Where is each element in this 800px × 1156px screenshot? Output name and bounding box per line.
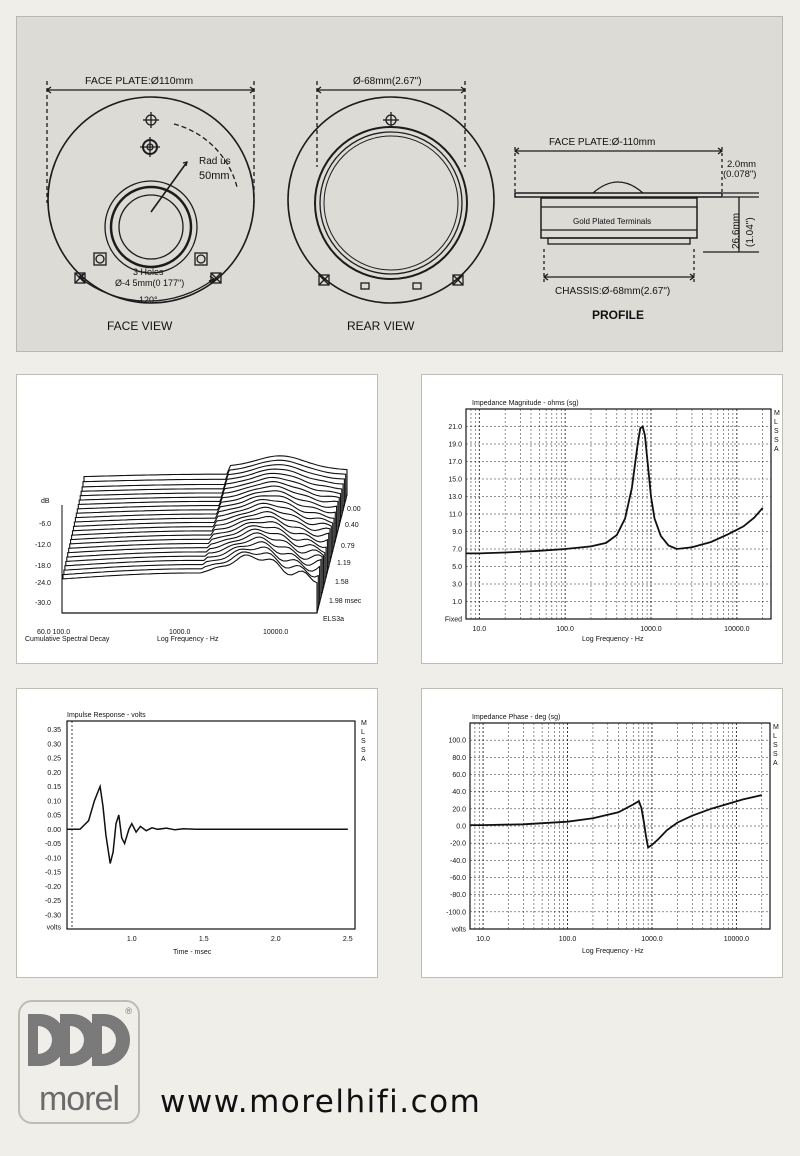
terminals-label: Gold Plated Terminals xyxy=(573,217,652,226)
impedance-series-line xyxy=(466,427,763,554)
technical-drawing xyxy=(17,17,784,353)
y-tick-label: -0.10 xyxy=(45,855,61,863)
y-tick-label: 7.0 xyxy=(452,546,462,554)
side-letter: M xyxy=(361,720,367,727)
angle-label: 120° xyxy=(139,295,158,305)
registered-mark: ® xyxy=(125,1006,132,1016)
x-tick-label: 10.0 xyxy=(472,626,487,633)
face-view-caption: FACE VIEW xyxy=(107,319,173,333)
y-tick-label: -20.0 xyxy=(450,840,466,848)
csd-time-tick: 1.98 msec xyxy=(329,598,362,605)
x-tick-label: 1000.0 xyxy=(641,936,663,943)
csd-time-tick: 1.58 xyxy=(335,579,349,586)
profile-face-plate-dimension: FACE PLATE:Ø-110mm xyxy=(549,137,656,148)
side-letter: L xyxy=(361,729,365,736)
x-tick-label: 10000.0 xyxy=(723,936,750,943)
side-letter: S xyxy=(774,437,779,444)
technical-drawing-panel xyxy=(16,16,783,352)
y-tick-label: 21.0 xyxy=(448,424,462,431)
side-letter: S xyxy=(773,742,778,749)
y-tick-label: 0.05 xyxy=(47,812,61,820)
radius-value: 50mm xyxy=(199,170,230,182)
y-tick-label: -0.20 xyxy=(45,883,61,891)
y-tick-label: 40.0 xyxy=(452,789,466,797)
y-tick-label: 17.0 xyxy=(448,459,462,466)
phase-chart xyxy=(422,689,782,977)
side-letter: A xyxy=(774,446,779,453)
csd-y-tick: -12.0 xyxy=(35,542,51,549)
csd-footer: Cumulative Spectral Decay xyxy=(25,636,110,643)
csd-waterfall-chart xyxy=(17,375,377,663)
impulse-chart xyxy=(17,689,377,977)
profile-caption: PROFILE xyxy=(592,308,645,322)
side-letter: M xyxy=(774,410,780,417)
csd-time-tick: 0.00 xyxy=(347,506,361,513)
csd-corner-label: ELS3a xyxy=(323,616,345,623)
x-tick-label: 10000.0 xyxy=(724,626,750,633)
y-tick-label: -100.0 xyxy=(446,909,466,917)
y-tick-label: 13.0 xyxy=(448,494,462,501)
x-tick-label: 100.0 xyxy=(558,936,577,943)
y-tick-label: 0.15 xyxy=(47,784,61,792)
csd-time-tick: 1.19 xyxy=(337,560,351,567)
csd-slices xyxy=(62,456,347,613)
y-tick-label: 80.0 xyxy=(452,754,466,762)
y-tick-label: 9.0 xyxy=(452,529,462,536)
y-tick-label: -80.0 xyxy=(450,892,466,900)
impulse-panel xyxy=(16,688,378,978)
csd-y-tick: -18.0 xyxy=(35,563,51,570)
depth-mm: 26.6mm xyxy=(731,212,742,249)
y-tick-label: 15.0 xyxy=(448,476,462,484)
y-tick-label: 0.20 xyxy=(47,769,61,777)
impedance-panel xyxy=(421,374,783,664)
impedance-x-label: Log Frequency - Hz xyxy=(582,636,644,643)
csd-x-tick: 1000.0 xyxy=(169,629,191,636)
profile-drawing xyxy=(515,147,759,285)
side-letter: M xyxy=(773,724,779,731)
x-tick-label: 2.0 xyxy=(270,936,281,943)
mlssa-label xyxy=(773,724,779,767)
side-letter: L xyxy=(773,733,777,740)
radius-label: Rad us xyxy=(199,156,231,167)
phase-y-ticks xyxy=(446,738,466,934)
csd-y-tick: -30.0 xyxy=(35,600,51,607)
csd-time-tick: 0.79 xyxy=(341,543,355,550)
side-letter: S xyxy=(774,428,779,435)
side-letter: L xyxy=(774,419,778,426)
impulse-title: Impulse Response - volts xyxy=(67,712,146,719)
website-url[interactable]: www.morelhifi.com xyxy=(160,1084,482,1120)
y-tick-label: 5.0 xyxy=(452,564,462,571)
impedance-grid xyxy=(466,409,771,619)
csd-x-label: Log Frequency - Hz xyxy=(157,636,219,643)
y-tick-label: 60.0 xyxy=(452,772,466,779)
x-tick-label: 1000.0 xyxy=(640,626,662,633)
side-letter: A xyxy=(773,760,778,767)
side-letter: S xyxy=(773,751,778,758)
impedance-title: Impedance Magnitude - ohms (sg) xyxy=(472,400,579,407)
csd-y-title: dB xyxy=(41,498,50,505)
y-tick-label: -40.0 xyxy=(450,857,466,865)
side-letter: S xyxy=(361,738,366,745)
side-letter: A xyxy=(361,756,366,763)
mlssa-label xyxy=(361,720,367,763)
y-tick-label: -0.05 xyxy=(45,841,61,849)
csd-x-tick: 10000.0 xyxy=(263,629,289,636)
holes-size: Ø-4 5mm(0 177") xyxy=(115,278,185,288)
phase-x-label: Log Frequency - Hz xyxy=(582,948,644,955)
thickness-in: (0.078") xyxy=(723,169,757,180)
impulse-series-line xyxy=(67,787,348,864)
phase-panel xyxy=(421,688,783,978)
y-tick-label: volts xyxy=(451,926,466,934)
depth-in: (1.04") xyxy=(745,217,756,247)
csd-time-tick: 0.40 xyxy=(345,522,359,529)
y-tick-label: -0.25 xyxy=(45,898,61,906)
y-tick-label: 0.0 xyxy=(456,823,466,831)
impedance-y-ticks xyxy=(445,424,462,624)
plot-frame xyxy=(67,721,355,929)
impulse-x-ticks xyxy=(127,936,353,943)
csd-x-tick: 60.0 100.0 xyxy=(37,629,71,636)
phase-series-line xyxy=(470,795,762,847)
y-tick-label: -0.30 xyxy=(45,912,61,920)
y-tick-label: 19.0 xyxy=(448,441,462,449)
rear-view-caption: REAR VIEW xyxy=(347,319,415,333)
x-tick-label: 1.0 xyxy=(126,936,137,943)
csd-panel xyxy=(16,374,378,664)
x-tick-label: 100.0 xyxy=(556,626,574,633)
impedance-chart xyxy=(422,375,782,663)
y-tick-label: 0.10 xyxy=(47,798,61,806)
y-tick-label: 100.0 xyxy=(448,737,466,745)
x-tick-label: 10.0 xyxy=(476,936,490,943)
thickness-mm: 2.0mm xyxy=(727,159,757,170)
rear-view-drawing xyxy=(288,81,494,303)
csd-y-tick: -6.0 xyxy=(39,521,52,528)
x-tick-label: 2.5 xyxy=(342,936,353,943)
y-tick-label: 0.25 xyxy=(47,755,61,763)
y-tick-label: 0.30 xyxy=(47,741,61,749)
morel-logo-mark xyxy=(20,1002,138,1082)
morel-logo xyxy=(18,1000,140,1124)
chassis-dimension: CHASSIS:Ø-68mm(2.67") xyxy=(555,286,671,297)
impulse-x-label: Time - msec xyxy=(173,949,212,956)
y-tick-label: -0.15 xyxy=(45,869,61,877)
y-tick-label: Fixed xyxy=(444,616,462,624)
y-tick-label: 3.0 xyxy=(452,581,462,589)
logo-wordmark: morel xyxy=(38,1080,120,1118)
phase-x-ticks xyxy=(476,936,749,943)
rear-diameter-dimension: Ø-68mm(2.67") xyxy=(353,76,422,87)
y-tick-label: volts xyxy=(46,924,61,932)
face-plate-dimension: FACE PLATE:Ø110mm xyxy=(85,75,194,87)
phase-title: Impedance Phase - deg (sg) xyxy=(472,714,561,721)
holes-label: 3 Holes xyxy=(133,267,164,277)
mlssa-label xyxy=(774,410,780,453)
y-tick-label: 11.0 xyxy=(448,511,462,519)
impulse-y-ticks xyxy=(45,727,61,931)
y-tick-label: -60.0 xyxy=(450,875,466,882)
phase-grid xyxy=(470,723,770,929)
y-tick-label: 0.00 xyxy=(47,826,61,834)
x-tick-label: 1.5 xyxy=(198,936,209,943)
impedance-x-ticks xyxy=(472,626,749,633)
y-tick-label: 20.0 xyxy=(452,806,466,814)
y-tick-label: 0.35 xyxy=(47,727,61,735)
csd-y-tick: -24.0 xyxy=(35,580,51,587)
y-tick-label: 1.0 xyxy=(452,599,462,606)
side-letter: S xyxy=(361,747,366,754)
